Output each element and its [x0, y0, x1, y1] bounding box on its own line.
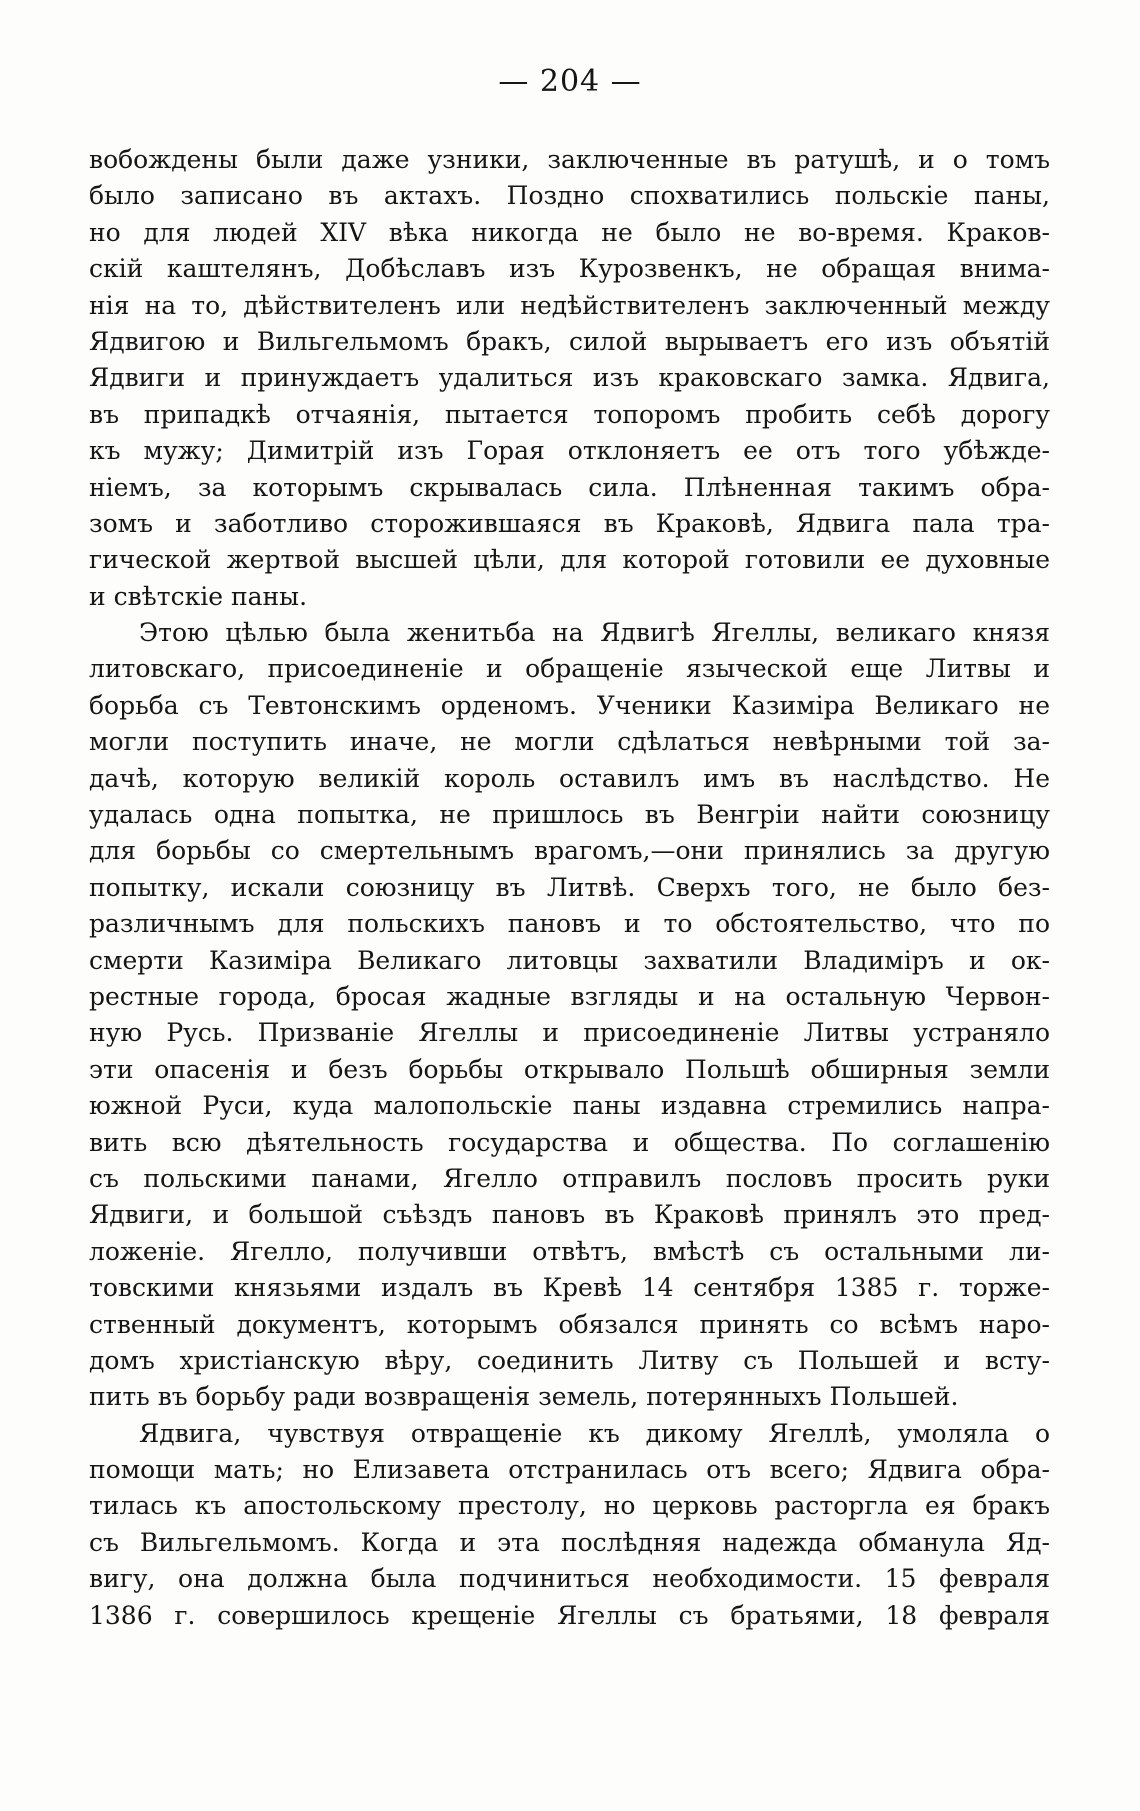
- text-line: ную Русь. Призваніе Ягеллы и присоединеніе Литвы устраняло: [89, 1018, 1050, 1048]
- text-line: различнымъ для польскихъ пановъ и то обстоятельство, что по: [89, 909, 1050, 939]
- paragraph-3: [89, 1416, 1050, 1634]
- text-line: ложеніе. Ягелло, получивши отвѣтъ, вмѣстѣ съ остальными ли-: [89, 1236, 1050, 1266]
- page-number: — 204 —: [498, 64, 642, 99]
- text-line: зомъ и заботливо сторожившаяся въ Краковѣ, Ядвига пала тра-: [89, 508, 1050, 538]
- text-line: вигу, она должна была подчиниться необходимости. 15 февраля: [89, 1564, 1050, 1594]
- text-line: съ Вильгельмомъ. Когда и эта послѣдняя надежда обманула Яд-: [89, 1527, 1050, 1557]
- text-line: Ядвиги и принуждаетъ удалиться изъ краковскаго замка. Ядвига,: [89, 363, 1050, 393]
- text-line: и свѣтскіе паны.: [89, 581, 308, 611]
- text-line: 1386 г. совершилось крещеніе Ягеллы съ братьями, 18 февраля: [89, 1600, 1050, 1630]
- text-line: скій каштелянъ, Добѣславъ изъ Курозвенкъ, не обращая внима-: [89, 254, 1050, 284]
- text-line: тилась къ апостольскому престолу, но церковь расторгла ея бракъ: [89, 1491, 1050, 1521]
- text-line: для борьбы со смертельнымъ врагомъ,—они принялись за другую: [89, 836, 1050, 866]
- text-line: Ядвига, чувствуя отвращеніе къ дикому Ягеллѣ, умоляла о: [139, 1418, 1050, 1448]
- text-line: товскими князьями издалъ въ Кревѣ 14 сентября 1385 г. торже-: [89, 1273, 1050, 1303]
- paragraph-1: [89, 142, 1050, 615]
- text-line: ственный документъ, которымъ обязался принять со всѣмъ наро-: [89, 1309, 1050, 1339]
- text-line: борьба съ Тевтонскимъ орденомъ. Ученики Казиміра Великаго не: [89, 690, 1050, 720]
- text-line: вобождены были даже узники, заключенные въ ратушѣ, и о томъ: [89, 145, 1050, 174]
- text-line: помощи мать; но Елизавета отстранилась отъ всего; Ядвига обра-: [89, 1455, 1050, 1485]
- text-line: домъ христіанскую вѣру, соединить Литву съ Польшей и всту-: [89, 1345, 1050, 1375]
- text-line: Ядвиги, и большой съѣздъ пановъ въ Краковѣ принялъ это пред-: [89, 1200, 1050, 1230]
- text-line: Этою цѣлью была женитьба на Ядвигѣ Ягеллы, великаго князя: [139, 618, 1050, 648]
- text-line: нія на то, дѣйствителенъ или недѣйствителенъ заключенный между: [89, 290, 1050, 320]
- text-line: смерти Казиміра Великаго литовцы захватили Владиміръ и ок-: [89, 945, 1050, 975]
- text-line: съ польскими панами, Ягелло отправилъ пословъ просить руки: [89, 1163, 1050, 1193]
- text-line: эти опасенія и безъ борьбы открывало Польшѣ обширныя земли: [89, 1054, 1050, 1084]
- paragraph-2: [89, 615, 1050, 1416]
- text-line: вить всю дѣятельность государства и общества. По соглашенію: [89, 1127, 1050, 1157]
- text-line: было записано въ актахъ. Поздно спохватились польскіе паны,: [89, 181, 1050, 211]
- text-line: южной Руси, куда малопольскіе паны издавна стремились напра-: [89, 1091, 1050, 1121]
- text-line: литовскаго, присоединеніе и обращеніе языческой еще Литвы и: [89, 654, 1050, 684]
- text-line: ніемъ, за которымъ скрывалась сила. Плѣненная такимъ обра-: [89, 472, 1050, 502]
- text-line: но для людей XIV вѣка никогда не было не во-время. Краков-: [89, 217, 1050, 247]
- text-line: къ мужу; Димитрій изъ Горая отклоняетъ ее отъ того убѣжде-: [89, 436, 1050, 466]
- text-line: рестные города, бросая жадные взгляды и на остальную Червон-: [89, 981, 1050, 1011]
- text-line: гической жертвой высшей цѣли, для которой готовили ее духовные: [89, 545, 1050, 575]
- text-line: дачѣ, которую великій король оставилъ имъ въ наслѣдство. Не: [89, 763, 1050, 793]
- text-line: въ припадкѣ отчаянія, пытается топоромъ пробить себѣ дорогу: [89, 399, 1050, 429]
- text-line: удалась одна попытка, не пришлось въ Венгріи найти союзницу: [89, 800, 1050, 830]
- text-line: пить въ борьбу ради возвращенія земель, потерянныхъ Польшей.: [89, 1382, 959, 1412]
- text-line: попытку, искали союзницу въ Литвѣ. Сверхъ того, не было без-: [89, 872, 1050, 902]
- text-line: могли поступить иначе, не могли сдѣлаться невѣрными той за-: [89, 727, 1050, 757]
- body-text: [89, 142, 1050, 1634]
- text-line: Ядвигою и Вильгельмомъ бракъ, силой вырываетъ его изъ объятій: [89, 326, 1050, 356]
